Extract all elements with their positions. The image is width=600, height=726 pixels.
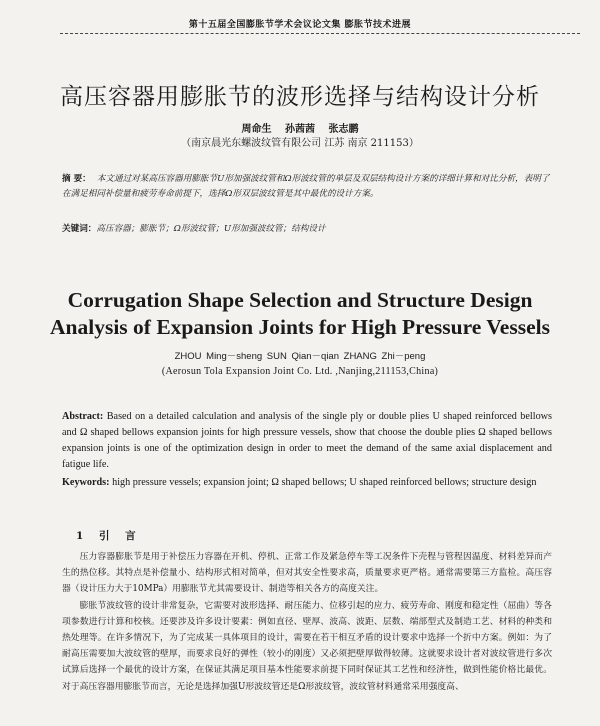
running-header: 第十五届全国膨胀节学术会议论文集 膨胀节技术进展 (188, 20, 412, 30)
body-paragraph: 压力容器膨胀节是用于补偿压力容器在开机、停机、正常工作及紧急停车等工况条件下壳程与管程因温度、材料差异而产生的热位移。其特点是补偿量小、结构形式相对简单，但对其安全性要求高，质量要求更严格。通常需要第三方监检。高压容器（设计压力大于10MPa）用膨胀节尤其需要设计、制造等相关各方的高度关注。 (62, 552, 552, 595)
chinese-authors: 周命生 孙茜茜 张志鹏 (241, 124, 359, 135)
english-title-line-1: Corrugation Shape Selection and Structure Design (67, 288, 533, 312)
chinese-keywords-text: 高压容器；膨胀节；Ω形波纹管；U形加强波纹管；结构设计 (96, 224, 326, 234)
chinese-keywords-label: 关键词： (62, 224, 97, 234)
body-text (62, 549, 552, 695)
section-heading: 1 引 言 (76, 530, 136, 542)
english-title (0, 287, 600, 341)
english-title-line-2: Analysis of Expansion Joints for High Pressure Vessels (50, 315, 550, 339)
english-abstract-label: Abstract: (62, 411, 104, 422)
english-abstract (62, 409, 552, 473)
english-keywords-text: high pressure vessels; expansion joint; Ω shaped bellows; U shaped reinforced bellows; structure design (112, 477, 537, 488)
chinese-affiliation: （南京晨光东螺波纹管有限公司 江苏 南京 211153） (181, 138, 419, 149)
english-keywords (62, 475, 552, 491)
header-divider (60, 33, 580, 34)
english-abstract-text: Based on a detailed calculation and analysis of the single ply or double plies U shaped reinforced bellows and Ω shaped bellows expansion joints for high pressure vessels, show that choose the double plies Ω shaped bellows expansion joints is one of the optimization design in order to meet the demand of the same axial displacement and fatigue life. (62, 411, 552, 470)
chinese-abstract-label: 摘 要： (62, 174, 91, 184)
body-paragraph: 膨胀节波纹管的设计非常复杂，它需要对波形选择、耐压能力、位移引起的应力、疲劳寿命、刚度和稳定性（屈曲）等各项参数进行计算和校核。还要涉及许多设计要素：例如直径、壁厚、波高、波距、层数、端部型式及制造工艺、材料的种类和热处理等。在许多情况下，为了完成某一具体项目的设计，需要在若干相互矛盾的设计要求中选择一个折中方案。例如：为了耐高压需要加大波纹管的壁厚，而要求良好的弹性（较小的刚度）又必须把壁厚做得较薄。这就要求设计者对波纹管进行多次试算后选择一个最优的设计方案，在保证其满足项目基本性能要求前提下同时保证其工艺性和经济性，做到性能价格比最优。对于高压容器用膨胀节而言，无论是选择加强U形波纹管还是Ω形波纹管，波纹管材料通常采用强度高、 (62, 600, 552, 692)
chinese-abstract (62, 172, 552, 202)
english-affiliation: (Aerosun Tola Expansion Joint Co. Ltd. ,Nanjing,211153,China) (161, 366, 439, 377)
english-authors: ZHOU Ming－sheng SUN Qian－qian ZHANG Zhi－peng (174, 351, 426, 362)
chinese-abstract-text: 本文通过对某高压容器用膨胀节U形加强波纹管和Ω形波纹管的单层及双层结构设计方案的详细计算和对比分析，表明了在满足相同补偿量和疲劳寿命前提下，选择Ω形双层波纹管是其中最优的设计方案。 (62, 174, 550, 199)
chinese-title: 高压容器用膨胀节的波形选择与结构设计分析 (60, 84, 540, 110)
chinese-keywords (62, 222, 552, 234)
english-keywords-label: Keywords: (62, 477, 110, 488)
